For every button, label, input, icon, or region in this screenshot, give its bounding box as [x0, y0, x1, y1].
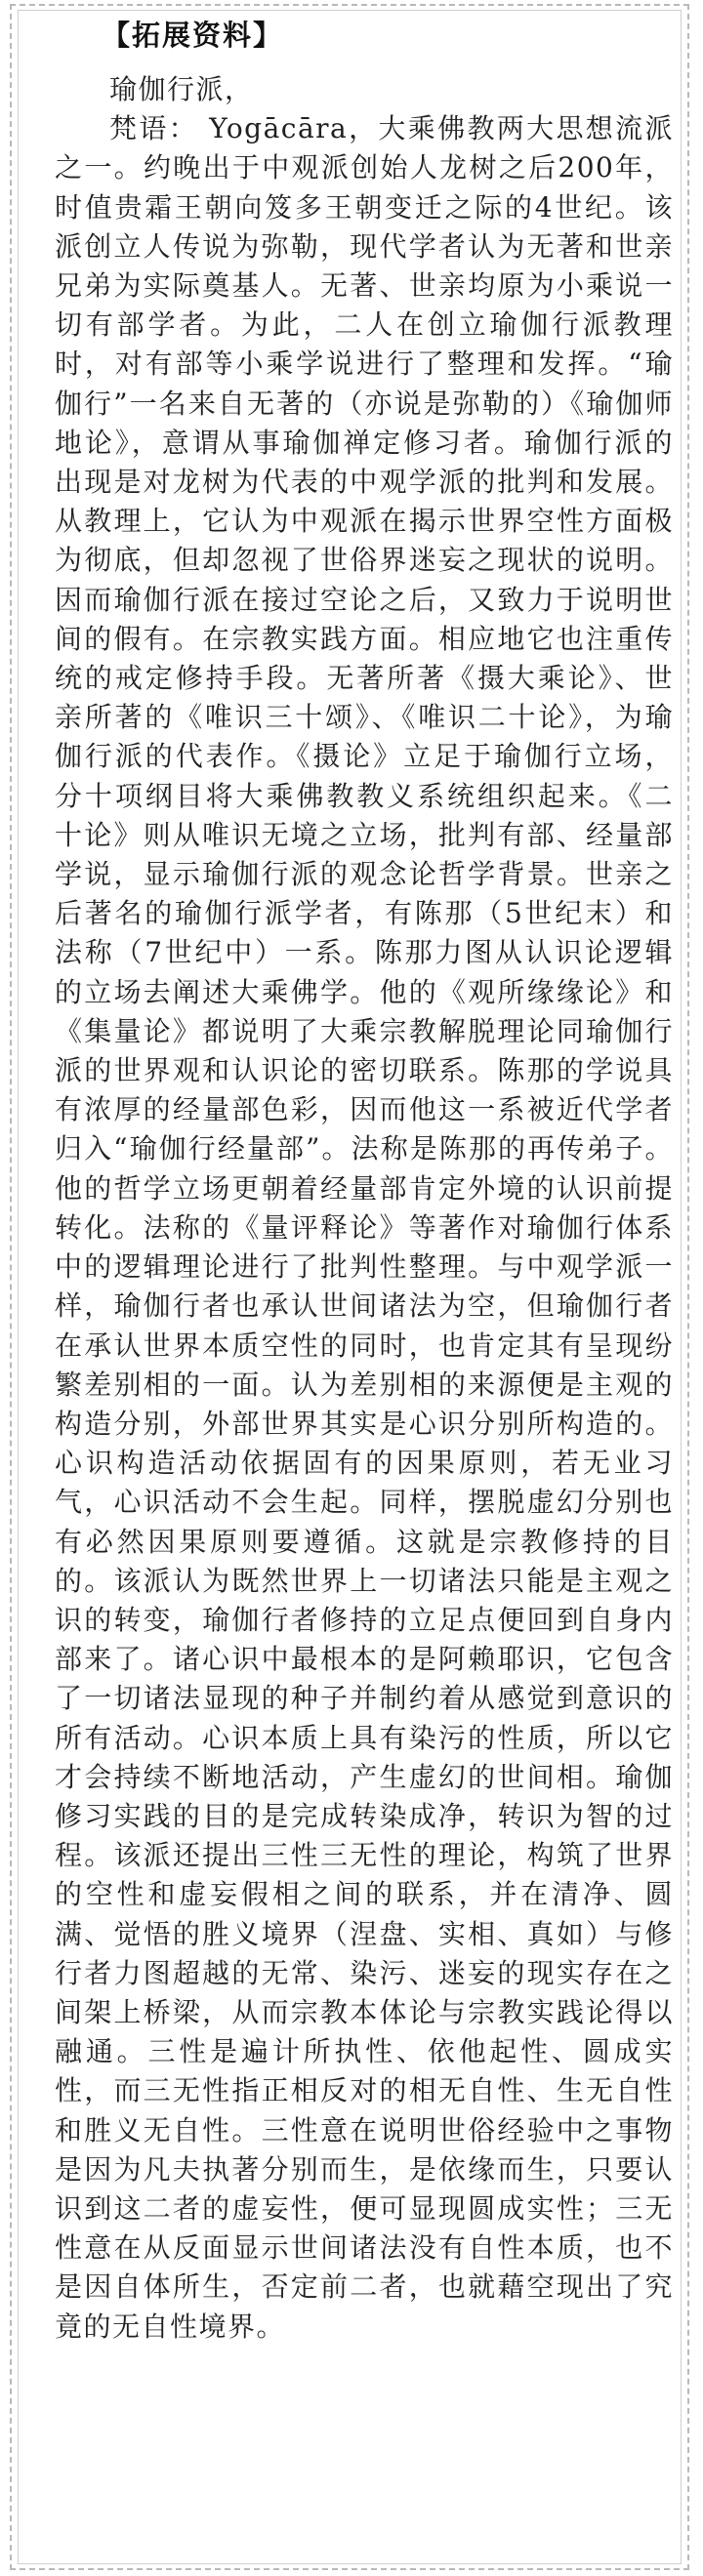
article-paragraph: 梵语： Yogācāra，大乘佛教两大思想流派之一。约晚出于中观派创始人龙树之后200年，时值贵霜王朝向笈多王朝变迁之际的4世纪。该派创立人传说为弥勒，现代学者认为无著和世亲兄弟为实际奠基人。无著、世亲均原为小乘说一切有部学者。为此，二人在创立瑜伽行派教理时，对有部等小乘学说进行了整理和发挥。“瑜伽行”一名来自无著的（亦说是弥勒的）《瑜伽师地论》，意谓从事瑜伽禅定修习者。瑜伽行派的出现是对龙树为代表的中观学派的批判和发展。从教理上，它认为中观派在揭示世界空性方面极为彻底，但却忽视了世俗界迷妄之现状的说明。因而瑜伽行派在接过空论之后，又致力于说明世间的假有。在宗教实践方面。相应地它也注重传统的戒定修持手段。无著所著《摄大乘论》、世亲所著的《唯识三十颂》、《唯识二十论》，为瑜伽行派的代表作。《摄论》立足于瑜伽行立场，分十项纲目将大乘佛教教义系统组织起来。《二十论》则从唯识无境之立场，批判有部、经量部学说，显示瑜伽行派的观念论哲学背景。世亲之后著名的瑜伽行派学者，有陈那（5世纪末）和法称（7世纪中）一系。陈那力图从认识论逻辑的立场去阐述大乘佛学。他的《观所缘缘论》和《集量论》都说明了大乘宗教解脱理论同瑜伽行派的世界观和认识论的密切联系。陈那的学说具有浓厚的经量部色彩，因而他这一系被近代学者归入“瑜伽行经量部”。法称是陈那的再传弟子。他的哲学立场更朝着经量部肯定外境的认识前提转化。法称的《量评释论》等著作对瑜伽行体系中的逻辑理论进行了批判性整理。与中观学派一样，瑜伽行者也承认世间诸法为空，但瑜伽行者在承认世界本质空性的同时，也肯定其有呈现纷繁差别相的一面。认为差别相的来源便是主观的构造分别，外部世界其实是心识分别所构造的。心识构造活动依据固有的因果原则，若无业习气，心识活动不会生起。同样，摆脱虚幻分别也有必然因果原则要遵循。这就是宗教修持的目的。该派认为既然世界上一切诸法只能是主观之识的转变，瑜伽行者修持的立足点便回到自身内部来了。诸心识中最根本的是阿赖耶识，它包含了一切诸法显现的种子并制约着从感觉到意识的所有活动。心识本质上具有染污的性质，所以它才会持续不断地活动，产生虚幻的世间相。瑜伽修习实践的目的是完成转染成净，转识为智的过程。该派还提出三性三无性的理论，构筑了世界的空性和虚妄假相之间的联系，并在清净、圆满、觉悟的胜义境界（涅盘、实相、真如）与修行者力图超越的无常、染污、迷妄的现实存在之间架上桥梁，从而宗教本体论与宗教实践论得以融通。三性是遍计所执性、依他起性、圆成实性，而三无性指正相反对的相无自性、生无自性和胜义无自性。三性意在说明世俗经验中之事物是因为凡夫执著分别而生，是依缘而生，只要认识到这二者的虚妄性，便可显现圆成实性；三无性意在从反面显示世间诸法没有自性本质，也不是因自体所生，否定前二者，也就藉空现出了究竟的无自性境界。	[55, 112, 674, 2343]
article-lead: 瑜伽行派，	[109, 73, 254, 105]
article-container	[55, 14, 674, 2347]
section-heading: 【拓展资料】	[102, 19, 284, 52]
article-body	[55, 70, 674, 2347]
